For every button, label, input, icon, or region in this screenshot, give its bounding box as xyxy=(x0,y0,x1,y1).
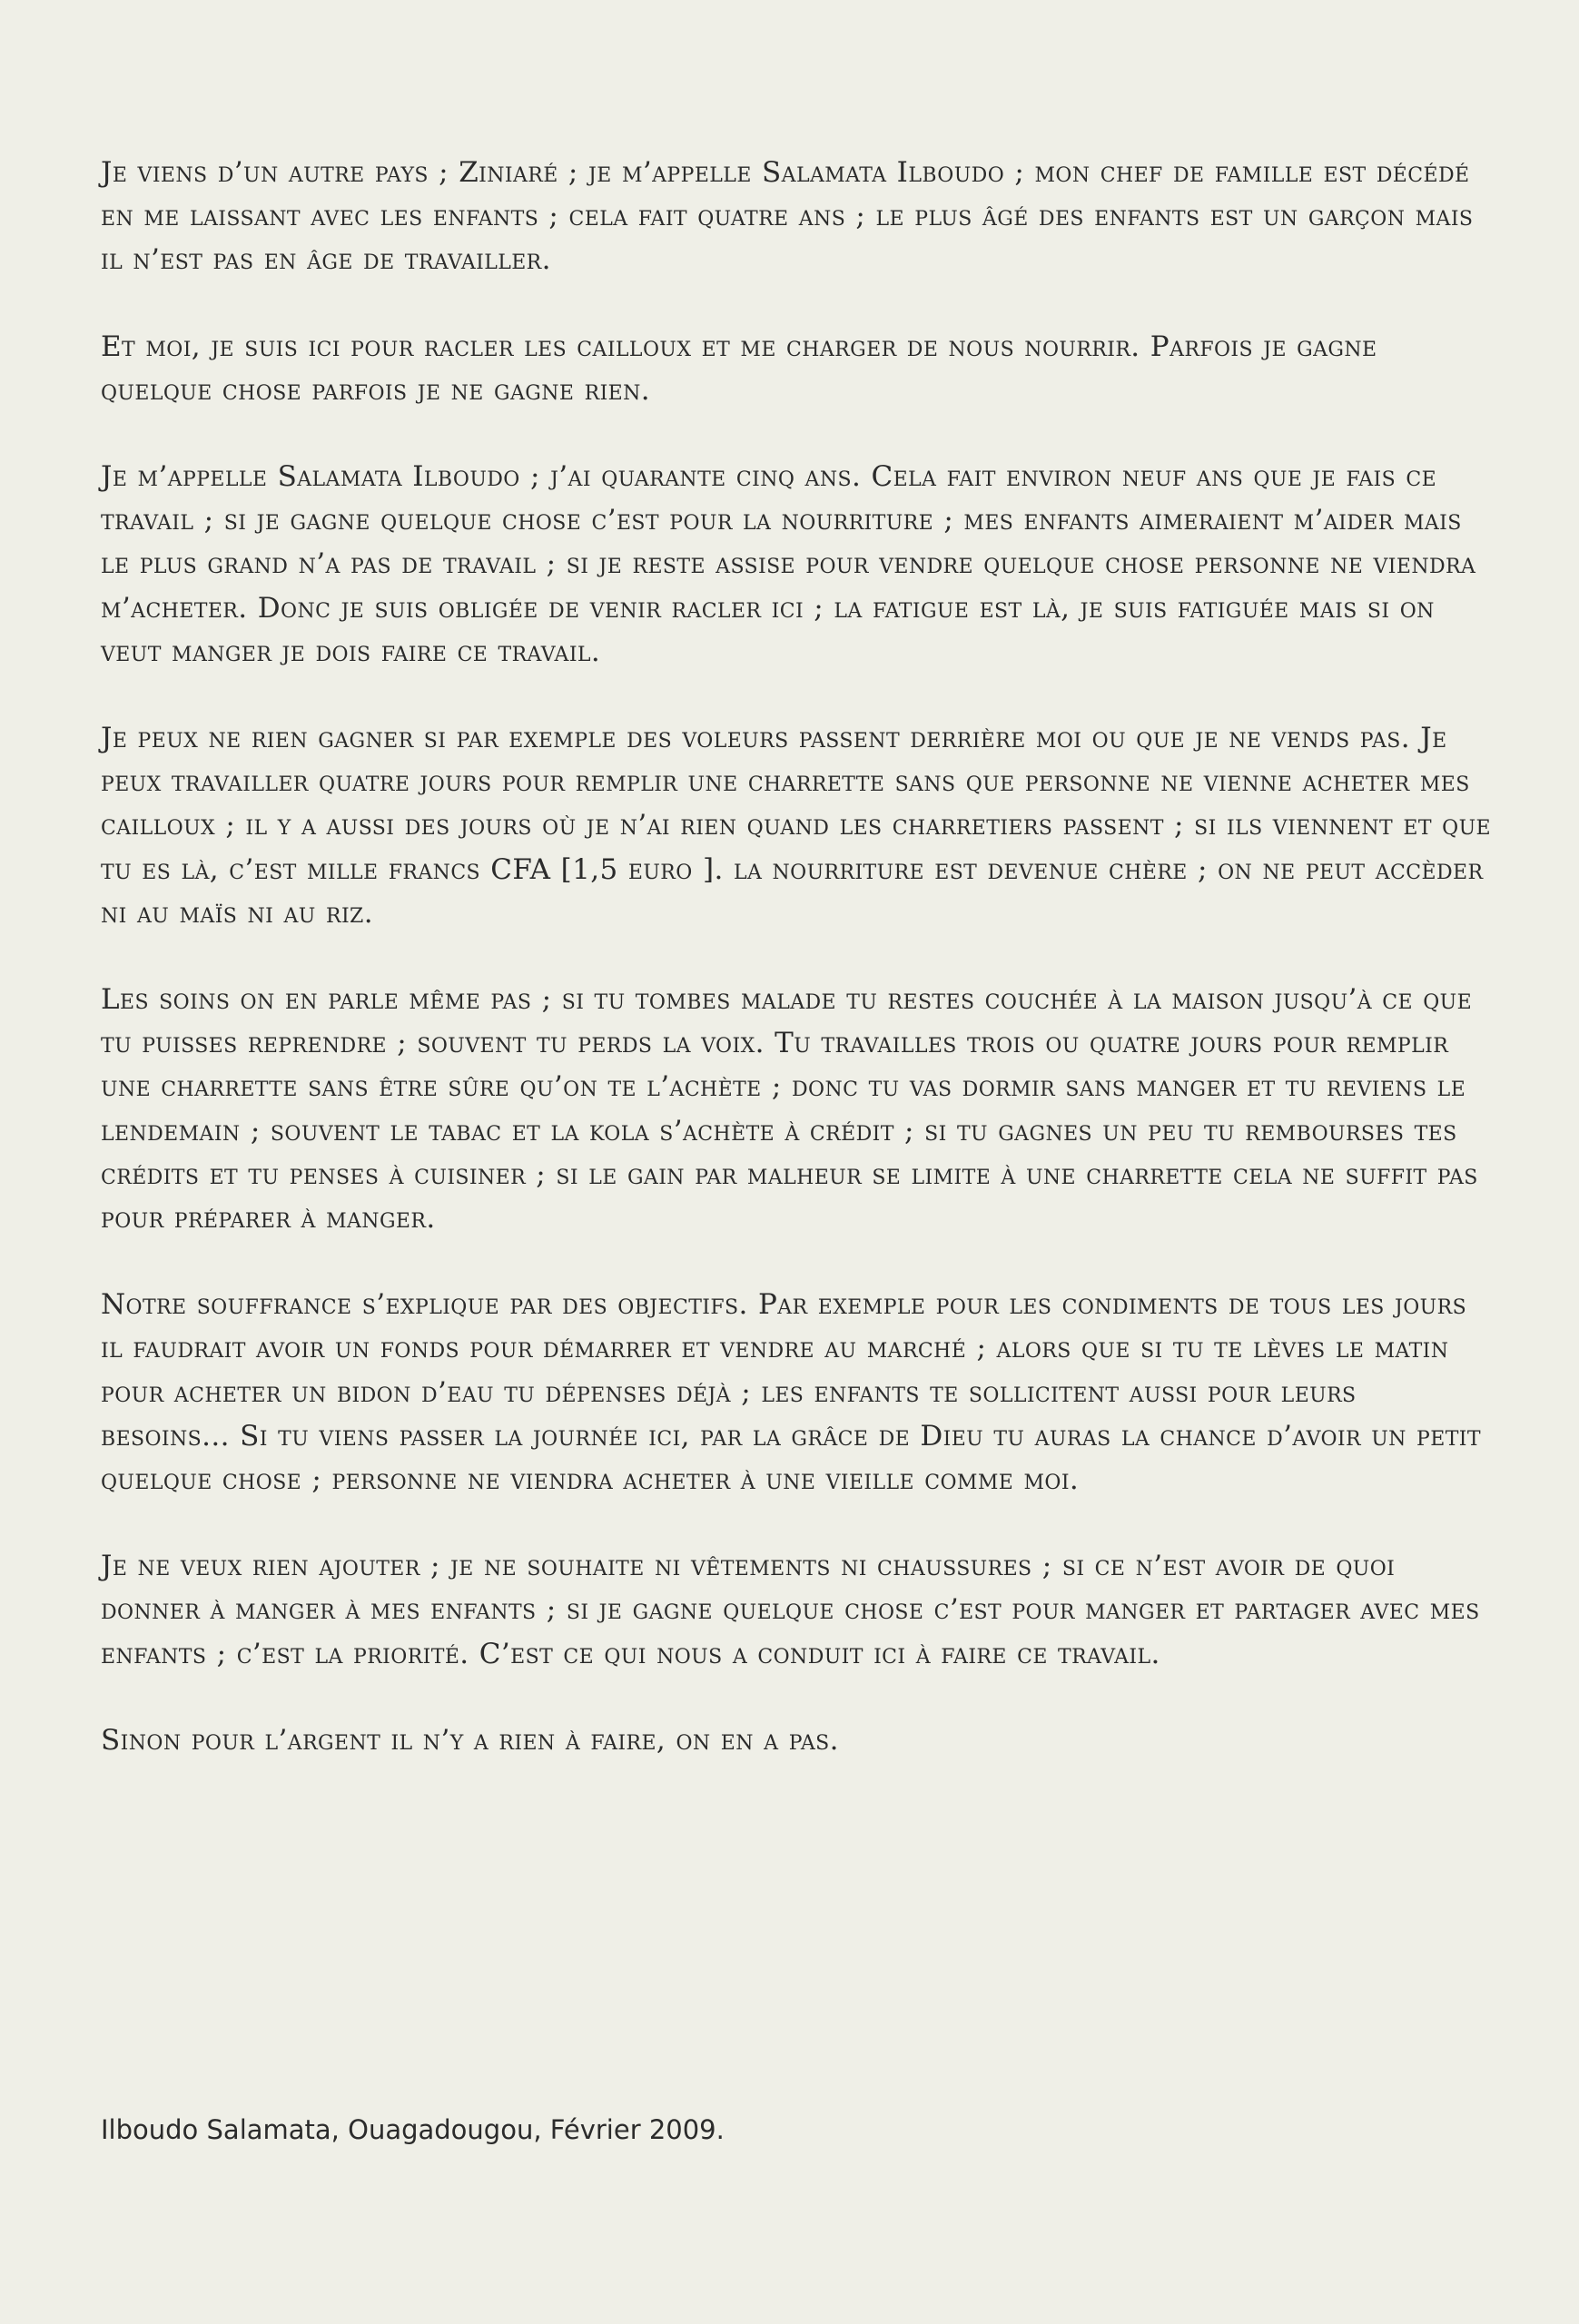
testimony-body xyxy=(101,151,1492,1805)
paragraph-5: Les soins on en parle même pas ; si tu tombes malade tu restes couchée à la maison jusqu’à ce que tu puisses reprendre ; souvent tu perds la voix. Tu travailles trois ou quatre jours pour remplir une charrette sans être sûre qu’on te l’achète ; donc tu vas dormir sans manger et tu reviens le lendemain ; souvent le tabac et la kola s’achète à crédit ; si tu gagnes un peu tu rembourses tes crédits et tu penses à cuisiner ; si le gain par malheur se limite à une charrette cela ne suffit pas pour préparer à manger. xyxy=(101,983,1478,1236)
paragraph-2: Et moi, je suis ici pour racler les cailloux et me charger de nous nourrir. Parfois je gagne quelque chose parfois je ne gagne rien. xyxy=(101,330,1377,407)
paragraph-1: Je viens d’un autre pays ; Ziniaré ; je m’appelle Salamata Ilboudo ; mon chef de famille est décédé en me laissant avec les enfants ; cela fait quatre ans ; le plus âgé des enfants est un garçon mais il n’est pas en âge de travailler. xyxy=(101,156,1474,277)
paragraph-4: Je peux ne rien gagner si par exemple des voleurs passent derrière moi ou que je ne vends pas. Je peux travailler quatre jours pour remplir une charrette sans que personne ne vienne acheter mes cailloux ; il y a aussi des jours où je n’ai rien quand les charretiers passent ; si ils viennent et que tu es là, c’est mille francs CFA [1,5 euro ]. la nourriture est devenue chère ; on ne peut accèder ni au maïs ni au riz. xyxy=(101,722,1491,930)
paragraph-7: Je ne veux rien ajouter ; je ne souhaite ni vêtements ni chaussures ; si ce n’est avoir de quoi donner à manger à mes enfants ; si je gagne quelque chose c’est pour manger et partager avec mes enfants ; c’est la priorité. C’est ce qui nous a conduit ici à faire ce travail. xyxy=(101,1550,1480,1670)
paragraph-3: Je m’appelle Salamata Ilboudo ; j’ai quarante cinq ans. Cela fait environ neuf ans que je fais ce travail ; si je gagne quelque chose c’est pour la nourriture ; mes enfants aimeraient m’aider mais le plus grand n’a pas de travail ; si je reste assise pour vendre quelque chose personne ne viendra m’acheter. Donc je suis obligée de venir racler ici ; la fatigue est là, je suis fatiguée mais si on veut manger je dois faire ce travail. xyxy=(101,460,1476,668)
paragraph-6: Notre souffrance s’explique par des objectifs. Par exemple pour les condiments de tous les jours il faudrait avoir un fonds pour démarrer et vendre au marché ; alors que si tu te lèves le matin pour acheter un bidon d’eau tu dépenses déjà ; les enfants te sollicitent aussi pour leurs besoins... Si tu viens passer la journée ici, par la grâce de Dieu tu auras la chance d’avoir un petit quelque chose ; personne ne viendra acheter à une vieille comme moi. xyxy=(101,1288,1481,1497)
signature-line: Ilboudo Salamata, Ouagadougou, Février 2009. xyxy=(101,2114,725,2145)
testimony-text xyxy=(101,151,1492,1762)
paragraph-8: Sinon pour l’argent il n’y a rien à faire, on en a pas. xyxy=(101,1723,839,1757)
